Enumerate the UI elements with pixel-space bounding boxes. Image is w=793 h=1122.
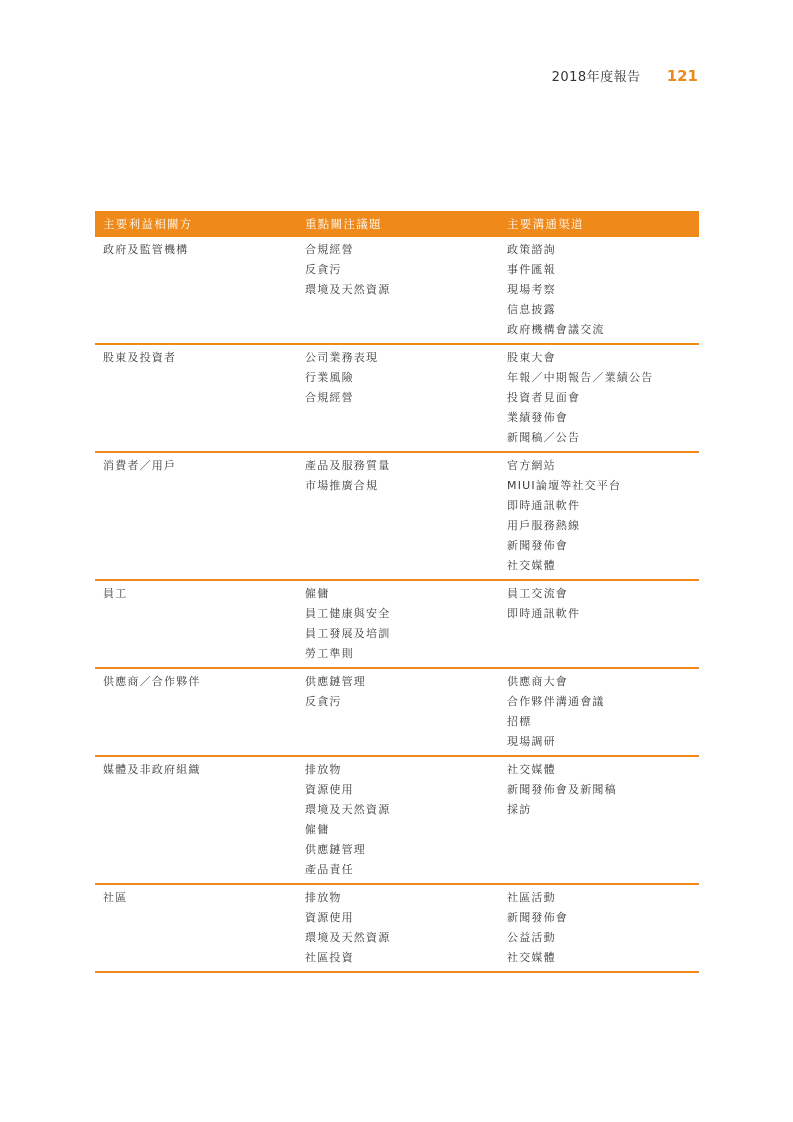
channels-cell [499, 668, 699, 756]
topic-item: 員工發展及培訓 [305, 627, 391, 640]
stakeholder-cell [95, 668, 297, 756]
channel-item: 政策諮詢 [507, 243, 556, 256]
topics-cell [297, 452, 499, 580]
topic-item: 公司業務表現 [305, 351, 379, 364]
topics-cell [297, 756, 499, 884]
channel-item: 社交媒體 [507, 951, 556, 964]
topics-cell [297, 237, 499, 344]
channel-item: 供應商大會 [507, 675, 568, 688]
table-row [95, 580, 699, 668]
topic-item: 僱傭 [305, 587, 330, 600]
channel-item: 採訪 [507, 803, 532, 816]
stakeholder-cell [95, 452, 297, 580]
channel-item: 即時通訊軟件 [507, 499, 581, 512]
channel-item: 股東大會 [507, 351, 556, 364]
channel-item: 投資者見面會 [507, 391, 581, 404]
channel-item: 招標 [507, 715, 532, 728]
channels-cell [499, 237, 699, 344]
channel-item: 用戶服務熱線 [507, 519, 581, 532]
table-row [95, 668, 699, 756]
table-row [95, 237, 699, 344]
stakeholder-name: 員工 [103, 587, 128, 600]
topics-cell [297, 668, 499, 756]
topic-item: 合規經營 [305, 391, 354, 404]
stakeholder-name: 供應商／合作夥伴 [103, 675, 201, 688]
stakeholder-cell [95, 756, 297, 884]
page-header [552, 66, 698, 85]
channel-item: MIUI論壇等社交平台 [507, 479, 622, 492]
topic-item: 供應鏈管理 [305, 843, 366, 856]
topic-item: 社區投資 [305, 951, 354, 964]
topic-item: 行業風險 [305, 371, 354, 384]
topic-item: 供應鏈管理 [305, 675, 366, 688]
stakeholder-name: 股東及投資者 [103, 351, 177, 364]
channel-item: 政府機構會議交流 [507, 323, 605, 336]
channel-item: 社交媒體 [507, 763, 556, 776]
stakeholder-cell [95, 237, 297, 344]
channel-item: 員工交流會 [507, 587, 568, 600]
channel-item: 官方網站 [507, 459, 556, 472]
topic-item: 排放物 [305, 891, 342, 904]
channel-item: 社區活動 [507, 891, 556, 904]
topics-cell [297, 884, 499, 972]
topic-item: 合規經營 [305, 243, 354, 256]
channel-item: 新聞發佈會 [507, 539, 568, 552]
channels-cell [499, 756, 699, 884]
topic-item: 產品責任 [305, 863, 354, 876]
channels-cell [499, 884, 699, 972]
column-header-channels: 主要溝通渠道 [499, 211, 699, 237]
channel-item: 社交媒體 [507, 559, 556, 572]
stakeholder-name: 社區 [103, 891, 128, 904]
channels-cell [499, 452, 699, 580]
topic-item: 資源使用 [305, 911, 354, 924]
stakeholder-table [95, 211, 699, 973]
channel-item: 現場考察 [507, 283, 556, 296]
table-row [95, 344, 699, 452]
topic-item: 環境及天然資源 [305, 803, 391, 816]
topic-item: 勞工準則 [305, 647, 354, 660]
channel-item: 信息披露 [507, 303, 556, 316]
page-number: 121 [666, 67, 698, 85]
stakeholder-name: 消費者／用戶 [103, 459, 177, 472]
channel-item: 現場調研 [507, 735, 556, 748]
topics-cell [297, 344, 499, 452]
table-row [95, 756, 699, 884]
channel-item: 新聞稿／公告 [507, 431, 581, 444]
topic-item: 僱傭 [305, 823, 330, 836]
table-body [95, 237, 699, 972]
topic-item: 環境及天然資源 [305, 283, 391, 296]
channel-item: 公益活動 [507, 931, 556, 944]
topic-item: 產品及服務質量 [305, 459, 391, 472]
topic-item: 員工健康與安全 [305, 607, 391, 620]
topic-item: 資源使用 [305, 783, 354, 796]
table-row [95, 884, 699, 972]
topic-item: 環境及天然資源 [305, 931, 391, 944]
stakeholder-cell [95, 580, 297, 668]
topic-item: 市場推廣合規 [305, 479, 379, 492]
report-title: 2018年度報告 [551, 70, 641, 85]
channel-item: 合作夥伴溝通會議 [507, 695, 605, 708]
channel-item: 即時通訊軟件 [507, 607, 581, 620]
channels-cell [499, 580, 699, 668]
channel-item: 事件匯報 [507, 263, 556, 276]
topic-item: 排放物 [305, 763, 342, 776]
channel-item: 年報／中期報告／業績公告 [507, 371, 654, 384]
topic-item: 反貪污 [305, 695, 342, 708]
channel-item: 新聞發佈會及新聞稿 [507, 783, 617, 796]
stakeholder-name: 政府及監管機構 [103, 243, 189, 256]
topic-item: 反貪污 [305, 263, 342, 276]
channels-cell [499, 344, 699, 452]
topics-cell [297, 580, 499, 668]
channel-item: 業績發佈會 [507, 411, 568, 424]
column-header-stakeholders: 主要利益相關方 [95, 211, 297, 237]
stakeholder-cell [95, 344, 297, 452]
stakeholder-name: 媒體及非政府組織 [103, 763, 201, 776]
table-header-row [95, 211, 699, 237]
column-header-key-topics: 重點關注議題 [297, 211, 499, 237]
stakeholder-cell [95, 884, 297, 972]
table-row [95, 452, 699, 580]
channel-item: 新聞發佈會 [507, 911, 568, 924]
